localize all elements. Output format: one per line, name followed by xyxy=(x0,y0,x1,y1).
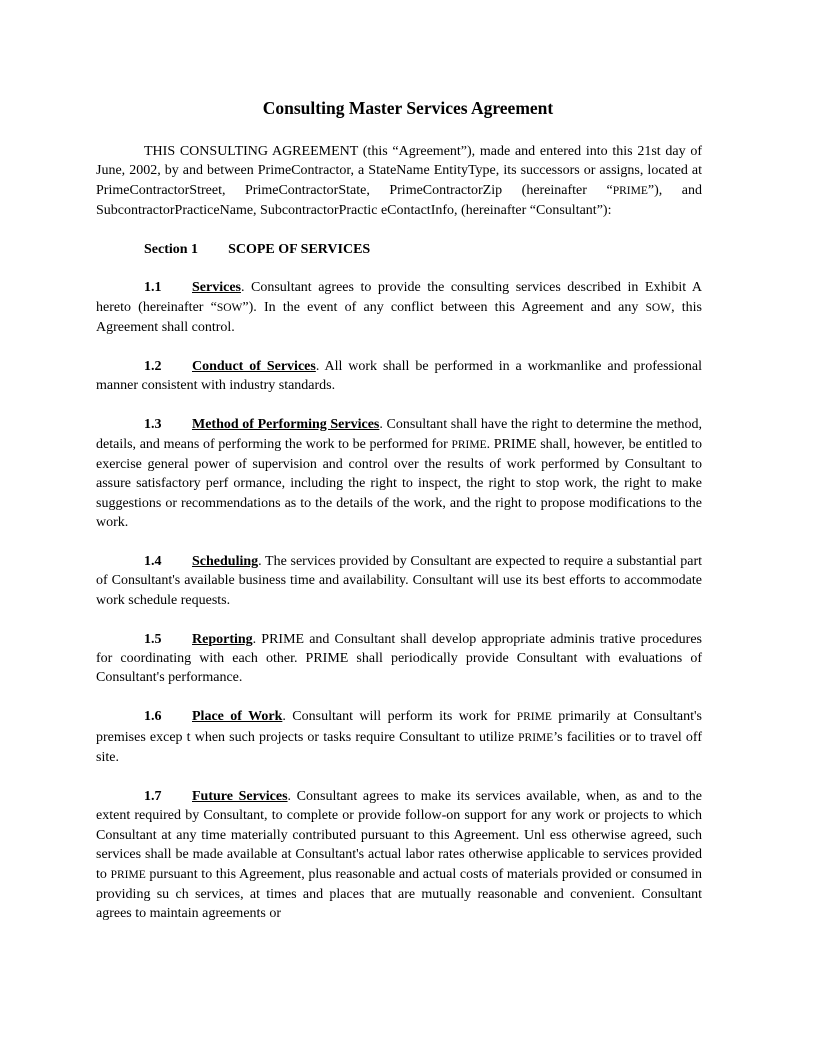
clause-text: ”). In the event of any conflict between this Agreement and any xyxy=(242,299,646,315)
document-title: Consulting Master Services Agreement xyxy=(262,98,554,118)
section-title: SCOPE OF SERVICES xyxy=(228,241,371,257)
clause-text: . Consultant agrees to make its services available, when, as and to the extent required by Consultant, to complete or provide follow-on support for any work or projects to which Consultant at any time materially contributed pursuant to this Agreement. Unl ess otherwise agreed, such services shall be made available at Consultant's actual labor rates otherwise applicable to services provided to xyxy=(96,788,702,882)
clause-text: . Consultant agrees to provide the consulting services described in Exhibit A hereto (hereinafter “ xyxy=(96,280,702,315)
clause-heading: Method of Performing Services xyxy=(192,417,380,433)
clause-1-7 xyxy=(96,787,702,924)
clause-number: 1.4 xyxy=(144,554,162,570)
intro-prime-term: PRIME xyxy=(612,184,648,197)
clause-heading: Future Services xyxy=(192,788,288,804)
clause-text: pursuant to this Agreement, plus reasonable and actual costs of materials provided or consumed in providing su ch services, at times and places that are mutually reasonable and convenient. Consultant agrees to maintain agreements or xyxy=(96,866,703,922)
intro-text-2: ”), and SubcontractorPracticeName, SubcontractorPractic eContactInfo, (hereinafter “Consultant”): xyxy=(96,182,702,219)
clause-text: . PRIME and Consultant shall develop appropriate adminis trative procedures for coordinating with each other. PRIME shall periodically provide Consultant with evaluations of Consultant's performance. xyxy=(96,631,702,686)
clause-1-4 xyxy=(96,552,702,610)
clause-number: 1.5 xyxy=(144,631,162,647)
clause-1-2 xyxy=(96,357,702,396)
clause-number: 1.3 xyxy=(144,417,162,433)
intro-text-1: THIS CONSULTING AGREEMENT (this “Agreement”), made and entered into this 21st day of June, 2002, by and between PrimeContractor, a StateName EntityType, its successors or assigns, located at PrimeContractorStreet, PrimeContractorState, PrimeContractorZip (hereinafter “ xyxy=(96,144,702,198)
clause-1-1 xyxy=(96,278,702,337)
clause-text: . Consultant shall have the right to determine the method, details, and means of performing the work to be performed for xyxy=(96,417,703,452)
clause-1-6 xyxy=(96,707,702,767)
clause-term: PRIME xyxy=(451,438,487,451)
clause-text: , this Agreement shall control. xyxy=(96,299,702,336)
clause-heading: Place of Work xyxy=(192,709,283,725)
clause-term: SOW xyxy=(645,301,672,314)
clause-heading: Reporting xyxy=(192,631,253,647)
clause-text: ’s facilities or to travel off site. xyxy=(96,729,703,766)
clause-1-5 xyxy=(96,630,702,688)
intro-paragraph xyxy=(96,142,702,221)
clause-term: PRIME xyxy=(110,868,146,881)
clause-term: SOW xyxy=(216,301,243,314)
clause-text: primarily at Consultant's premises excep t when such projects or tasks require Consultant to utilize xyxy=(96,709,702,745)
clause-heading: Conduct of Services xyxy=(192,359,316,375)
document-body xyxy=(96,142,702,924)
clause-term: PRIME xyxy=(518,731,554,744)
section-label: Section 1 xyxy=(144,241,199,257)
clause-1-3 xyxy=(96,415,702,532)
clause-text: . PRIME shall, however, be entitled to exercise general power of supervision and control over the results of work performed by Consultant to assure satisfactory perf ormance, including the right to inspect, the right to stop work, the right to make suggestions or recommendations as to the details of the work, and the right to propose modifications to the work. xyxy=(96,436,702,531)
clause-number: 1.1 xyxy=(144,280,162,296)
clause-heading: Scheduling xyxy=(192,554,259,570)
clause-heading: Services xyxy=(192,280,241,296)
clause-text: . Consultant will perform its work for xyxy=(282,709,517,725)
clause-number: 1.6 xyxy=(144,709,162,725)
clause-term: PRIME xyxy=(516,711,552,724)
clause-text: . The services provided by Consultant are expected to require a substantial part of Consultant's available business time and availability. Consultant will use its best efforts to accommodate work schedule requests. xyxy=(96,554,702,608)
clause-number: 1.2 xyxy=(144,359,162,375)
clause-text: . All work shall be performed in a workmanlike and professional manner consistent with industry standards. xyxy=(96,359,702,394)
section-heading xyxy=(144,240,702,259)
clause-number: 1.7 xyxy=(144,788,162,804)
